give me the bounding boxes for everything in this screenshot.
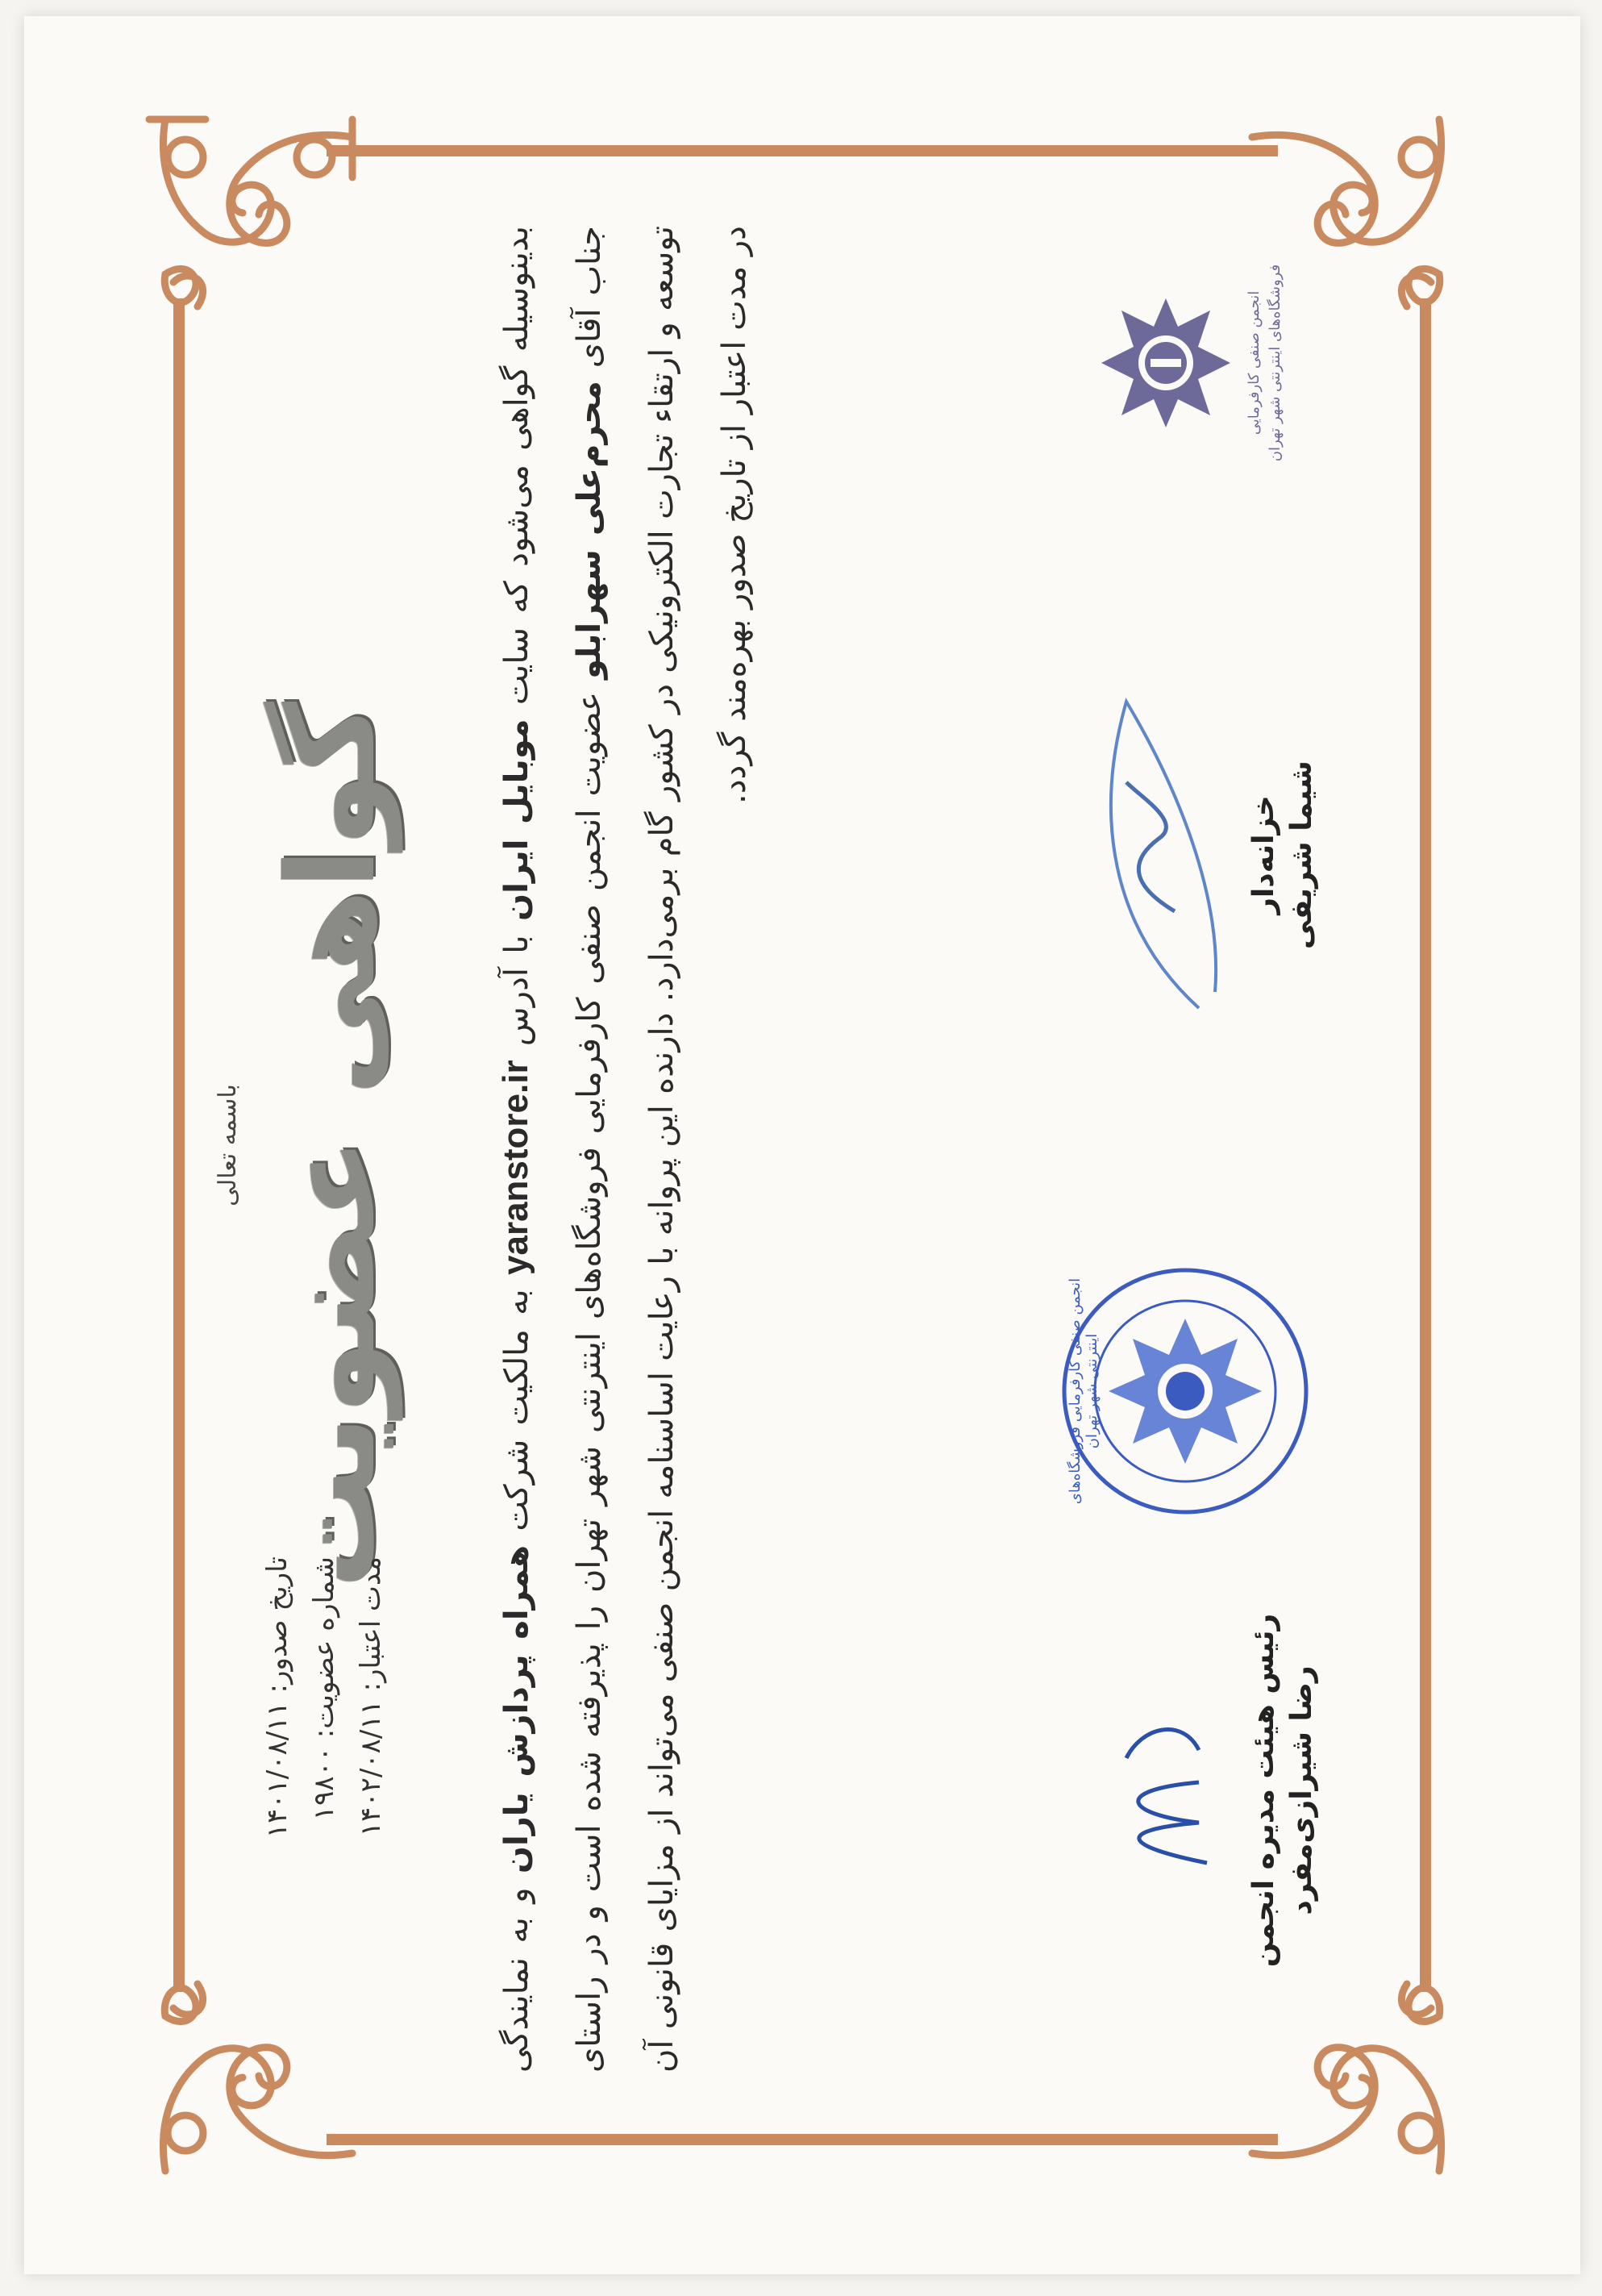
body-part-2: با آدرس (498, 935, 535, 1047)
company-name: همراه پردازش یاران (498, 1545, 535, 1874)
frame-bottom-border (1420, 298, 1431, 1992)
issue-date-label: تاریخ صدور: (261, 1556, 293, 1694)
treasurer-name: شیما شریفی (1285, 760, 1318, 949)
membership-number-row (301, 1556, 347, 2073)
treasurer-signature-block (1078, 677, 1318, 1032)
body-part-4: و به نمایندگی جناب آقای (498, 226, 608, 2073)
frame-right-border (327, 145, 1278, 156)
president-role: رئیس هیئت مدیره انجمن (1247, 1613, 1280, 1968)
association-emblem-icon (1097, 294, 1234, 431)
membership-number-value: ۱۹۸۰۰ (308, 1747, 340, 1821)
corner-ornament-icon (1246, 1960, 1463, 2177)
site-name: موبایل ایران (498, 719, 535, 922)
site-domain: yaranstore.ir (496, 1060, 535, 1275)
issue-date-value: ۱۴۰۱/۰۸/۱۱ (261, 1702, 293, 1839)
membership-certificate (141, 113, 1463, 2177)
validity-value: ۱۴۰۲/۰۸/۱۱ (355, 1700, 387, 1837)
president-name: رضا شیرازی‌مفرد (1285, 1665, 1318, 1915)
representative-name: محرم‌علی سهرابلو (571, 381, 608, 679)
treasurer-role: خزانه‌دار (1247, 795, 1280, 915)
membership-number-label: شماره عضویت: (308, 1556, 340, 1739)
bismillah-heading: باسمه تعالی (214, 1084, 242, 1206)
treasurer-signature-icon (1078, 685, 1239, 1024)
certificate-title: گواهی عضویت (262, 701, 402, 1590)
frame-top-border (173, 298, 185, 1992)
validity-label: مدت اعتبار: (355, 1556, 387, 1692)
frame-left-border (327, 2134, 1278, 2145)
association-seal (1052, 1258, 1318, 1524)
body-part-1: بدینوسیله گواهی می‌شود که سایت (498, 225, 535, 706)
association-logo-text: انجمن صنفی کارفرمایی فروشگاه‌های اینترنتی شهر تهران (1246, 264, 1284, 462)
association-logo (1097, 258, 1286, 468)
president-signature-block (1078, 1613, 1318, 1968)
certificate-paper (24, 16, 1580, 2274)
validity-row (347, 1556, 394, 2073)
president-signature-icon (1078, 1669, 1239, 1911)
certificate-info (254, 1556, 394, 2073)
certificate-body (480, 226, 771, 2073)
body-part-3: به مالکیت شرکت (498, 1289, 535, 1531)
body-part-6: دارنده این پروانه با رعایت اساسنامه انجمن صنفی می‌تواند از مزایای قانونی آن در مدت اعتبار از تاریخ صدور بهره‌مند گردد. (643, 226, 753, 2073)
issue-date-row (254, 1556, 301, 2073)
seal-text: انجمن صنفی کارفرمایی فروشگاه‌های اینترنتی شهر تهران (1067, 1277, 1101, 1505)
body-part-5: عضویت انجمن صنفی کارفرمایی فروشگاه‌های اینترنتی شهر تهران را پذیرفته شده است و در راستای توسعه و ارتقاء تجارت الکترونیکی در کشور گام برمی‌دارد. (571, 225, 680, 2073)
